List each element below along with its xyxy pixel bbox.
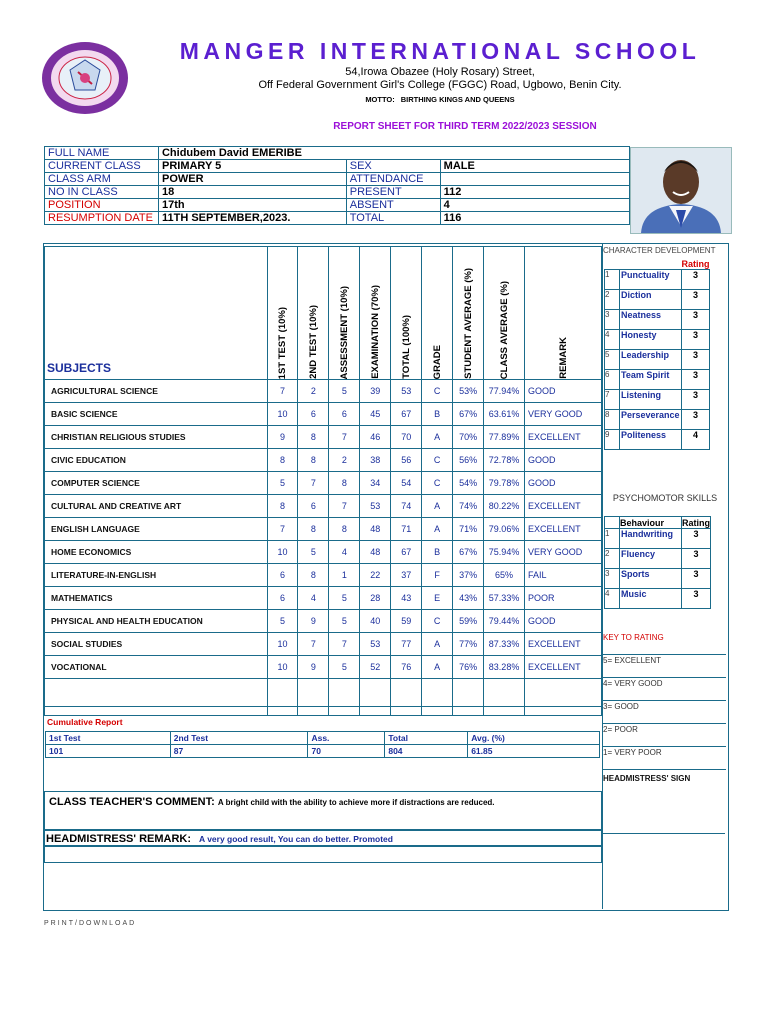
rating-label: Listening [620, 390, 682, 410]
rating-rating: 3 [682, 410, 710, 430]
col-header-2nd-test [298, 247, 329, 380]
rating-n: 6 [605, 370, 620, 390]
rating-rating: 3 [682, 529, 711, 549]
cell-exam: 28 [360, 587, 391, 610]
cell-exam: 22 [360, 564, 391, 587]
table-row [45, 518, 602, 541]
cell-total: 76 [391, 656, 422, 679]
table-row [45, 541, 602, 564]
rating-n: 7 [605, 390, 620, 410]
rating-row [605, 589, 711, 609]
cum-header: Total [385, 732, 468, 745]
subject-name: COMPUTER SCIENCE [45, 472, 268, 495]
cell-t1: 5 [267, 610, 298, 633]
rating-n: 2 [605, 549, 620, 569]
rating-rating: 3 [682, 330, 710, 350]
empty-cell [422, 679, 453, 716]
col-header-assessment [329, 247, 360, 380]
cell-savg: 53% [453, 380, 484, 403]
cell-savg: 59% [453, 610, 484, 633]
cell-ass: 7 [329, 633, 360, 656]
school-name: MANGER INTERNATIONAL SCHOOL [179, 38, 701, 64]
teacher-comment [49, 796, 495, 808]
rating-n: 3 [605, 310, 620, 330]
cell-remark: EXCELLENT [525, 656, 602, 679]
headmistress-sign-label: HEADMISTRESS' SIGN [603, 774, 691, 783]
cell-ass: 5 [329, 380, 360, 403]
cum-header: 1st Test [46, 732, 171, 745]
school-address-line1: 54,Irowa Obazee (Holy Rosary) Street, [345, 66, 535, 78]
cell-t1: 10 [267, 633, 298, 656]
remark-extra-row [44, 845, 602, 863]
cell-ass: 1 [329, 564, 360, 587]
cell-grade: F [422, 564, 453, 587]
col-header-label: TOTAL (100%) [400, 315, 412, 379]
col-header-label: CLASS AVERAGE (%) [498, 280, 510, 379]
rating-n: 2 [605, 290, 620, 310]
rating-row [605, 430, 710, 450]
rating-label: Perseverance [620, 410, 682, 430]
empty-cell [267, 679, 298, 716]
cell-cavg: 77.89% [484, 426, 525, 449]
cell-ass: 8 [329, 518, 360, 541]
class-value: PRIMARY 5 [158, 160, 346, 173]
cell-t1: 7 [267, 518, 298, 541]
rating-label: Handwriting [620, 529, 682, 549]
student-info-table [44, 146, 630, 225]
report-title: REPORT SHEET FOR THIRD TERM 2022/2023 SESSION [333, 121, 597, 132]
cell-remark: VERY GOOD [525, 403, 602, 426]
cell-savg: 77% [453, 633, 484, 656]
present-value: 112 [440, 186, 629, 199]
cell-savg: 76% [453, 656, 484, 679]
rating-n: 9 [605, 430, 620, 450]
rating-rating: 3 [682, 310, 710, 330]
cell-exam: 34 [360, 472, 391, 495]
cell-cavg: 75.94% [484, 541, 525, 564]
cell-t1: 9 [267, 426, 298, 449]
cell-exam: 48 [360, 518, 391, 541]
empty-row [45, 679, 602, 716]
position-value: 17th [158, 199, 346, 212]
cell-t1: 6 [267, 564, 298, 587]
cell-ass: 2 [329, 449, 360, 472]
cell-t2: 8 [298, 449, 329, 472]
cell-t2: 8 [298, 564, 329, 587]
rating-n: 8 [605, 410, 620, 430]
cell-t2: 8 [298, 518, 329, 541]
resumption-value: 11TH SEPTEMBER,2023. [158, 212, 346, 225]
cell-savg: 67% [453, 541, 484, 564]
blank-header [605, 517, 620, 529]
col-header-label: 1ST TEST (10%) [276, 306, 288, 379]
table-row [45, 610, 602, 633]
no-in-class-label: NO IN CLASS [45, 186, 159, 199]
rating-row [605, 549, 711, 569]
cell-savg: 54% [453, 472, 484, 495]
behaviour-header: Behaviour [620, 517, 682, 529]
rating-rating: 3 [682, 270, 710, 290]
cell-grade: A [422, 656, 453, 679]
empty-cell [298, 679, 329, 716]
cell-savg: 43% [453, 587, 484, 610]
col-header-remark [525, 247, 602, 380]
total-value: 116 [440, 212, 629, 225]
subject-name: CIVIC EDUCATION [45, 449, 268, 472]
cell-cavg: 79.06% [484, 518, 525, 541]
cell-remark: GOOD [525, 449, 602, 472]
cell-ass: 7 [329, 426, 360, 449]
cell-cavg: 79.78% [484, 472, 525, 495]
cell-cavg: 80.22% [484, 495, 525, 518]
subject-name: BASIC SCIENCE [45, 403, 268, 426]
school-motto [170, 95, 710, 104]
cell-t2: 2 [298, 380, 329, 403]
cum-value: 804 [385, 745, 468, 758]
rating-label: Politeness [620, 430, 682, 450]
cell-t1: 10 [267, 403, 298, 426]
rating-rating: 3 [682, 549, 711, 569]
psychomotor-table [604, 516, 711, 609]
col-header-label: GRADE [431, 344, 443, 379]
col-header-label: 2ND TEST (10%) [307, 305, 319, 379]
cell-remark: GOOD [525, 610, 602, 633]
cell-exam: 45 [360, 403, 391, 426]
cell-cavg: 77.94% [484, 380, 525, 403]
cell-remark: EXCELLENT [525, 426, 602, 449]
rating-row [605, 370, 710, 390]
rating-label: Leadership [620, 350, 682, 370]
cell-cavg: 65% [484, 564, 525, 587]
cell-grade: C [422, 472, 453, 495]
blank-header [620, 258, 682, 270]
cell-total: 56 [391, 449, 422, 472]
col-header-1st-test [267, 247, 298, 380]
key-item: 2= POOR [603, 724, 726, 747]
cell-ass: 5 [329, 610, 360, 633]
no-in-class-value: 18 [158, 186, 346, 199]
cell-savg: 74% [453, 495, 484, 518]
cell-remark: GOOD [525, 472, 602, 495]
table-row [45, 426, 602, 449]
subject-name: SOCIAL STUDIES [45, 633, 268, 656]
attendance-label: ATTENDANCE [346, 173, 440, 186]
cell-grade: C [422, 449, 453, 472]
cell-savg: 67% [453, 403, 484, 426]
empty-cell [329, 679, 360, 716]
col-header-total [391, 247, 422, 380]
character-title: CHARACTER DEVELOPMENT [603, 246, 716, 255]
cell-total: 67 [391, 403, 422, 426]
rating-label: Honesty [620, 330, 682, 350]
col-header-examination [360, 247, 391, 380]
rating-n: 5 [605, 350, 620, 370]
rating-rating: 3 [682, 569, 711, 589]
rating-row [605, 330, 710, 350]
sex-label: SEX [346, 160, 440, 173]
rating-n: 1 [605, 270, 620, 290]
subject-name: CHRISTIAN RELIGIOUS STUDIES [45, 426, 268, 449]
subject-name: CULTURAL AND CREATIVE ART [45, 495, 268, 518]
col-header-student-average [453, 247, 484, 380]
key-item: 4= VERY GOOD [603, 678, 726, 701]
rating-label: Punctuality [620, 270, 682, 290]
rating-row [605, 390, 710, 410]
cell-t2: 8 [298, 426, 329, 449]
cell-exam: 48 [360, 541, 391, 564]
headmistress-remark [46, 833, 393, 845]
character-table [604, 258, 710, 450]
cell-ass: 7 [329, 495, 360, 518]
rating-header: Rating [682, 517, 710, 528]
rating-row [605, 290, 710, 310]
absent-value: 4 [440, 199, 629, 212]
cell-exam: 38 [360, 449, 391, 472]
arm-value: POWER [158, 173, 346, 186]
cell-total: 54 [391, 472, 422, 495]
cum-header: 2nd Test [170, 732, 308, 745]
cell-savg: 56% [453, 449, 484, 472]
cell-savg: 70% [453, 426, 484, 449]
cell-t2: 9 [298, 610, 329, 633]
rating-row [605, 569, 711, 589]
cell-exam: 46 [360, 426, 391, 449]
cell-ass: 4 [329, 541, 360, 564]
cum-value: 87 [170, 745, 308, 758]
teacher-comment-text: A bright child with the ability to achieve more if distractions are reduced. [217, 798, 495, 807]
table-row [45, 403, 602, 426]
cell-t1: 8 [267, 449, 298, 472]
key-item: 1= VERY POOR [603, 747, 726, 770]
subject-name: HOME ECONOMICS [45, 541, 268, 564]
headmistress-remark-label: HEADMISTRESS' REMARK: [46, 833, 192, 845]
table-row [45, 449, 602, 472]
col-header-class-average [484, 247, 525, 380]
cell-ass: 5 [329, 587, 360, 610]
empty-cell [525, 679, 602, 716]
cell-t1: 7 [267, 380, 298, 403]
cell-ass: 5 [329, 656, 360, 679]
cell-remark: EXCELLENT [525, 633, 602, 656]
full-name-label: FULL NAME [45, 147, 159, 160]
cell-remark: FAIL [525, 564, 602, 587]
absent-label: ABSENT [346, 199, 440, 212]
cell-t2: 6 [298, 495, 329, 518]
school-address-line2: Off Federal Government Girl's College (FGGC) Road, Ugbowo, Benin City. [258, 79, 622, 91]
grades-table [44, 246, 602, 716]
table-row [45, 564, 602, 587]
cell-t1: 10 [267, 541, 298, 564]
psychomotor-title: PSYCHOMOTOR SKILLS [612, 493, 718, 503]
print-download-link[interactable]: PRINT/DOWNLOAD [44, 920, 137, 927]
cell-cavg: 87.33% [484, 633, 525, 656]
rating-label: Neatness [620, 310, 682, 330]
rating-n: 1 [605, 529, 620, 549]
cell-t1: 5 [267, 472, 298, 495]
cell-t2: 7 [298, 633, 329, 656]
cell-exam: 53 [360, 633, 391, 656]
cell-grade: B [422, 541, 453, 564]
cell-exam: 40 [360, 610, 391, 633]
rating-rating: 3 [682, 589, 711, 609]
position-label: POSITION [45, 199, 159, 212]
total-label: TOTAL [346, 212, 440, 225]
rating-row [605, 350, 710, 370]
rating-rating: 4 [682, 430, 710, 450]
cell-remark: VERY GOOD [525, 541, 602, 564]
cell-exam: 52 [360, 656, 391, 679]
rating-row [605, 529, 711, 549]
rating-rating: 3 [682, 350, 710, 370]
subject-name: LITERATURE-IN-ENGLISH [45, 564, 268, 587]
cell-total: 37 [391, 564, 422, 587]
cell-grade: E [422, 587, 453, 610]
cum-value: 61.85 [468, 745, 600, 758]
rating-n: 3 [605, 569, 620, 589]
rating-rating: 3 [682, 370, 710, 390]
cell-t2: 9 [298, 656, 329, 679]
key-item: 5= EXCELLENT [603, 655, 726, 678]
cumulative-table [45, 731, 600, 758]
rating-n: 4 [605, 330, 620, 350]
col-header-label: STUDENT AVERAGE (%) [462, 268, 474, 379]
cell-remark: EXCELLENT [525, 518, 602, 541]
rating-header: Rating [681, 258, 710, 269]
cum-header: Ass. [308, 732, 385, 745]
motto-label: MOTTO: [365, 95, 395, 104]
rating-row [605, 310, 710, 330]
school-logo [40, 40, 130, 116]
cumulative-title: Cumulative Report [47, 717, 123, 727]
subject-name: VOCATIONAL [45, 656, 268, 679]
cell-t1: 8 [267, 495, 298, 518]
present-label: PRESENT [346, 186, 440, 199]
cell-t2: 4 [298, 587, 329, 610]
rating-label: Music [620, 589, 682, 609]
full-name-value: Chidubem David EMERIBE [158, 147, 629, 160]
cell-remark: EXCELLENT [525, 495, 602, 518]
signature-area [603, 786, 725, 834]
table-row [45, 587, 602, 610]
section-divider [44, 706, 602, 707]
empty-cell [484, 679, 525, 716]
cell-grade: A [422, 495, 453, 518]
cell-ass: 6 [329, 403, 360, 426]
cell-total: 70 [391, 426, 422, 449]
cell-t1: 6 [267, 587, 298, 610]
cell-total: 53 [391, 380, 422, 403]
cell-total: 43 [391, 587, 422, 610]
subject-name: AGRICULTURAL SCIENCE [45, 380, 268, 403]
subject-name: MATHEMATICS [45, 587, 268, 610]
motto-text: BIRTHING KINGS AND QUEENS [400, 95, 515, 104]
cell-remark: GOOD [525, 380, 602, 403]
cell-exam: 39 [360, 380, 391, 403]
teacher-comment-label: CLASS TEACHER'S COMMENT: [49, 796, 215, 808]
class-label: CURRENT CLASS [45, 160, 159, 173]
cell-grade: A [422, 518, 453, 541]
rating-rating: 3 [682, 290, 710, 310]
table-row [45, 656, 602, 679]
cell-t1: 10 [267, 656, 298, 679]
table-row [45, 380, 602, 403]
rating-label: Sports [620, 569, 682, 589]
empty-cell [391, 679, 422, 716]
cell-cavg: 57.33% [484, 587, 525, 610]
cell-grade: C [422, 610, 453, 633]
resumption-label: RESUMPTION DATE [45, 212, 159, 225]
col-header-label: EXAMINATION (70%) [369, 285, 381, 379]
rating-label: Diction [620, 290, 682, 310]
empty-cell [360, 679, 391, 716]
rating-rating: 3 [682, 390, 710, 410]
table-row [45, 472, 602, 495]
rating-label: Team Spirit [620, 370, 682, 390]
key-item: 3= GOOD [603, 701, 726, 724]
rating-row [605, 410, 710, 430]
col-header-grade [422, 247, 453, 380]
cell-total: 59 [391, 610, 422, 633]
cell-savg: 71% [453, 518, 484, 541]
cell-cavg: 63.61% [484, 403, 525, 426]
cell-grade: A [422, 426, 453, 449]
cell-cavg: 79.44% [484, 610, 525, 633]
cum-value: 101 [46, 745, 171, 758]
cell-t2: 7 [298, 472, 329, 495]
cell-grade: A [422, 633, 453, 656]
empty-cell [453, 679, 484, 716]
cell-total: 77 [391, 633, 422, 656]
subject-name: PHYSICAL AND HEALTH EDUCATION [45, 610, 268, 633]
cell-cavg: 83.28% [484, 656, 525, 679]
rating-n: 4 [605, 589, 620, 609]
arm-label: CLASS ARM [45, 173, 159, 186]
cum-value: 70 [308, 745, 385, 758]
cell-remark: POOR [525, 587, 602, 610]
student-photo [630, 147, 732, 234]
col-header-label: ASSESSMENT (10%) [338, 285, 350, 379]
attendance-value [440, 173, 629, 186]
cell-grade: B [422, 403, 453, 426]
rating-key [603, 632, 726, 783]
cell-total: 71 [391, 518, 422, 541]
blank-header [605, 258, 620, 270]
teacher-comment-box [44, 791, 602, 831]
cell-t2: 5 [298, 541, 329, 564]
key-title: KEY TO RATING [603, 632, 726, 655]
sex-value: MALE [440, 160, 629, 173]
cell-savg: 37% [453, 564, 484, 587]
cell-grade: C [422, 380, 453, 403]
empty-cell [45, 679, 268, 716]
headmistress-remark-text: A very good result, You can do better. Promoted [199, 834, 393, 844]
table-row [45, 633, 602, 656]
cell-ass: 8 [329, 472, 360, 495]
cell-cavg: 72.78% [484, 449, 525, 472]
cum-header: Avg. (%) [468, 732, 600, 745]
col-header-label: REMARK [557, 337, 569, 379]
cell-t2: 6 [298, 403, 329, 426]
rating-label: Fluency [620, 549, 682, 569]
cell-total: 67 [391, 541, 422, 564]
subjects-heading: SUBJECTS [45, 247, 268, 380]
cell-exam: 53 [360, 495, 391, 518]
cell-total: 74 [391, 495, 422, 518]
table-row [45, 495, 602, 518]
rating-row [605, 270, 710, 290]
subject-name: ENGLISH LANGUAGE [45, 518, 268, 541]
